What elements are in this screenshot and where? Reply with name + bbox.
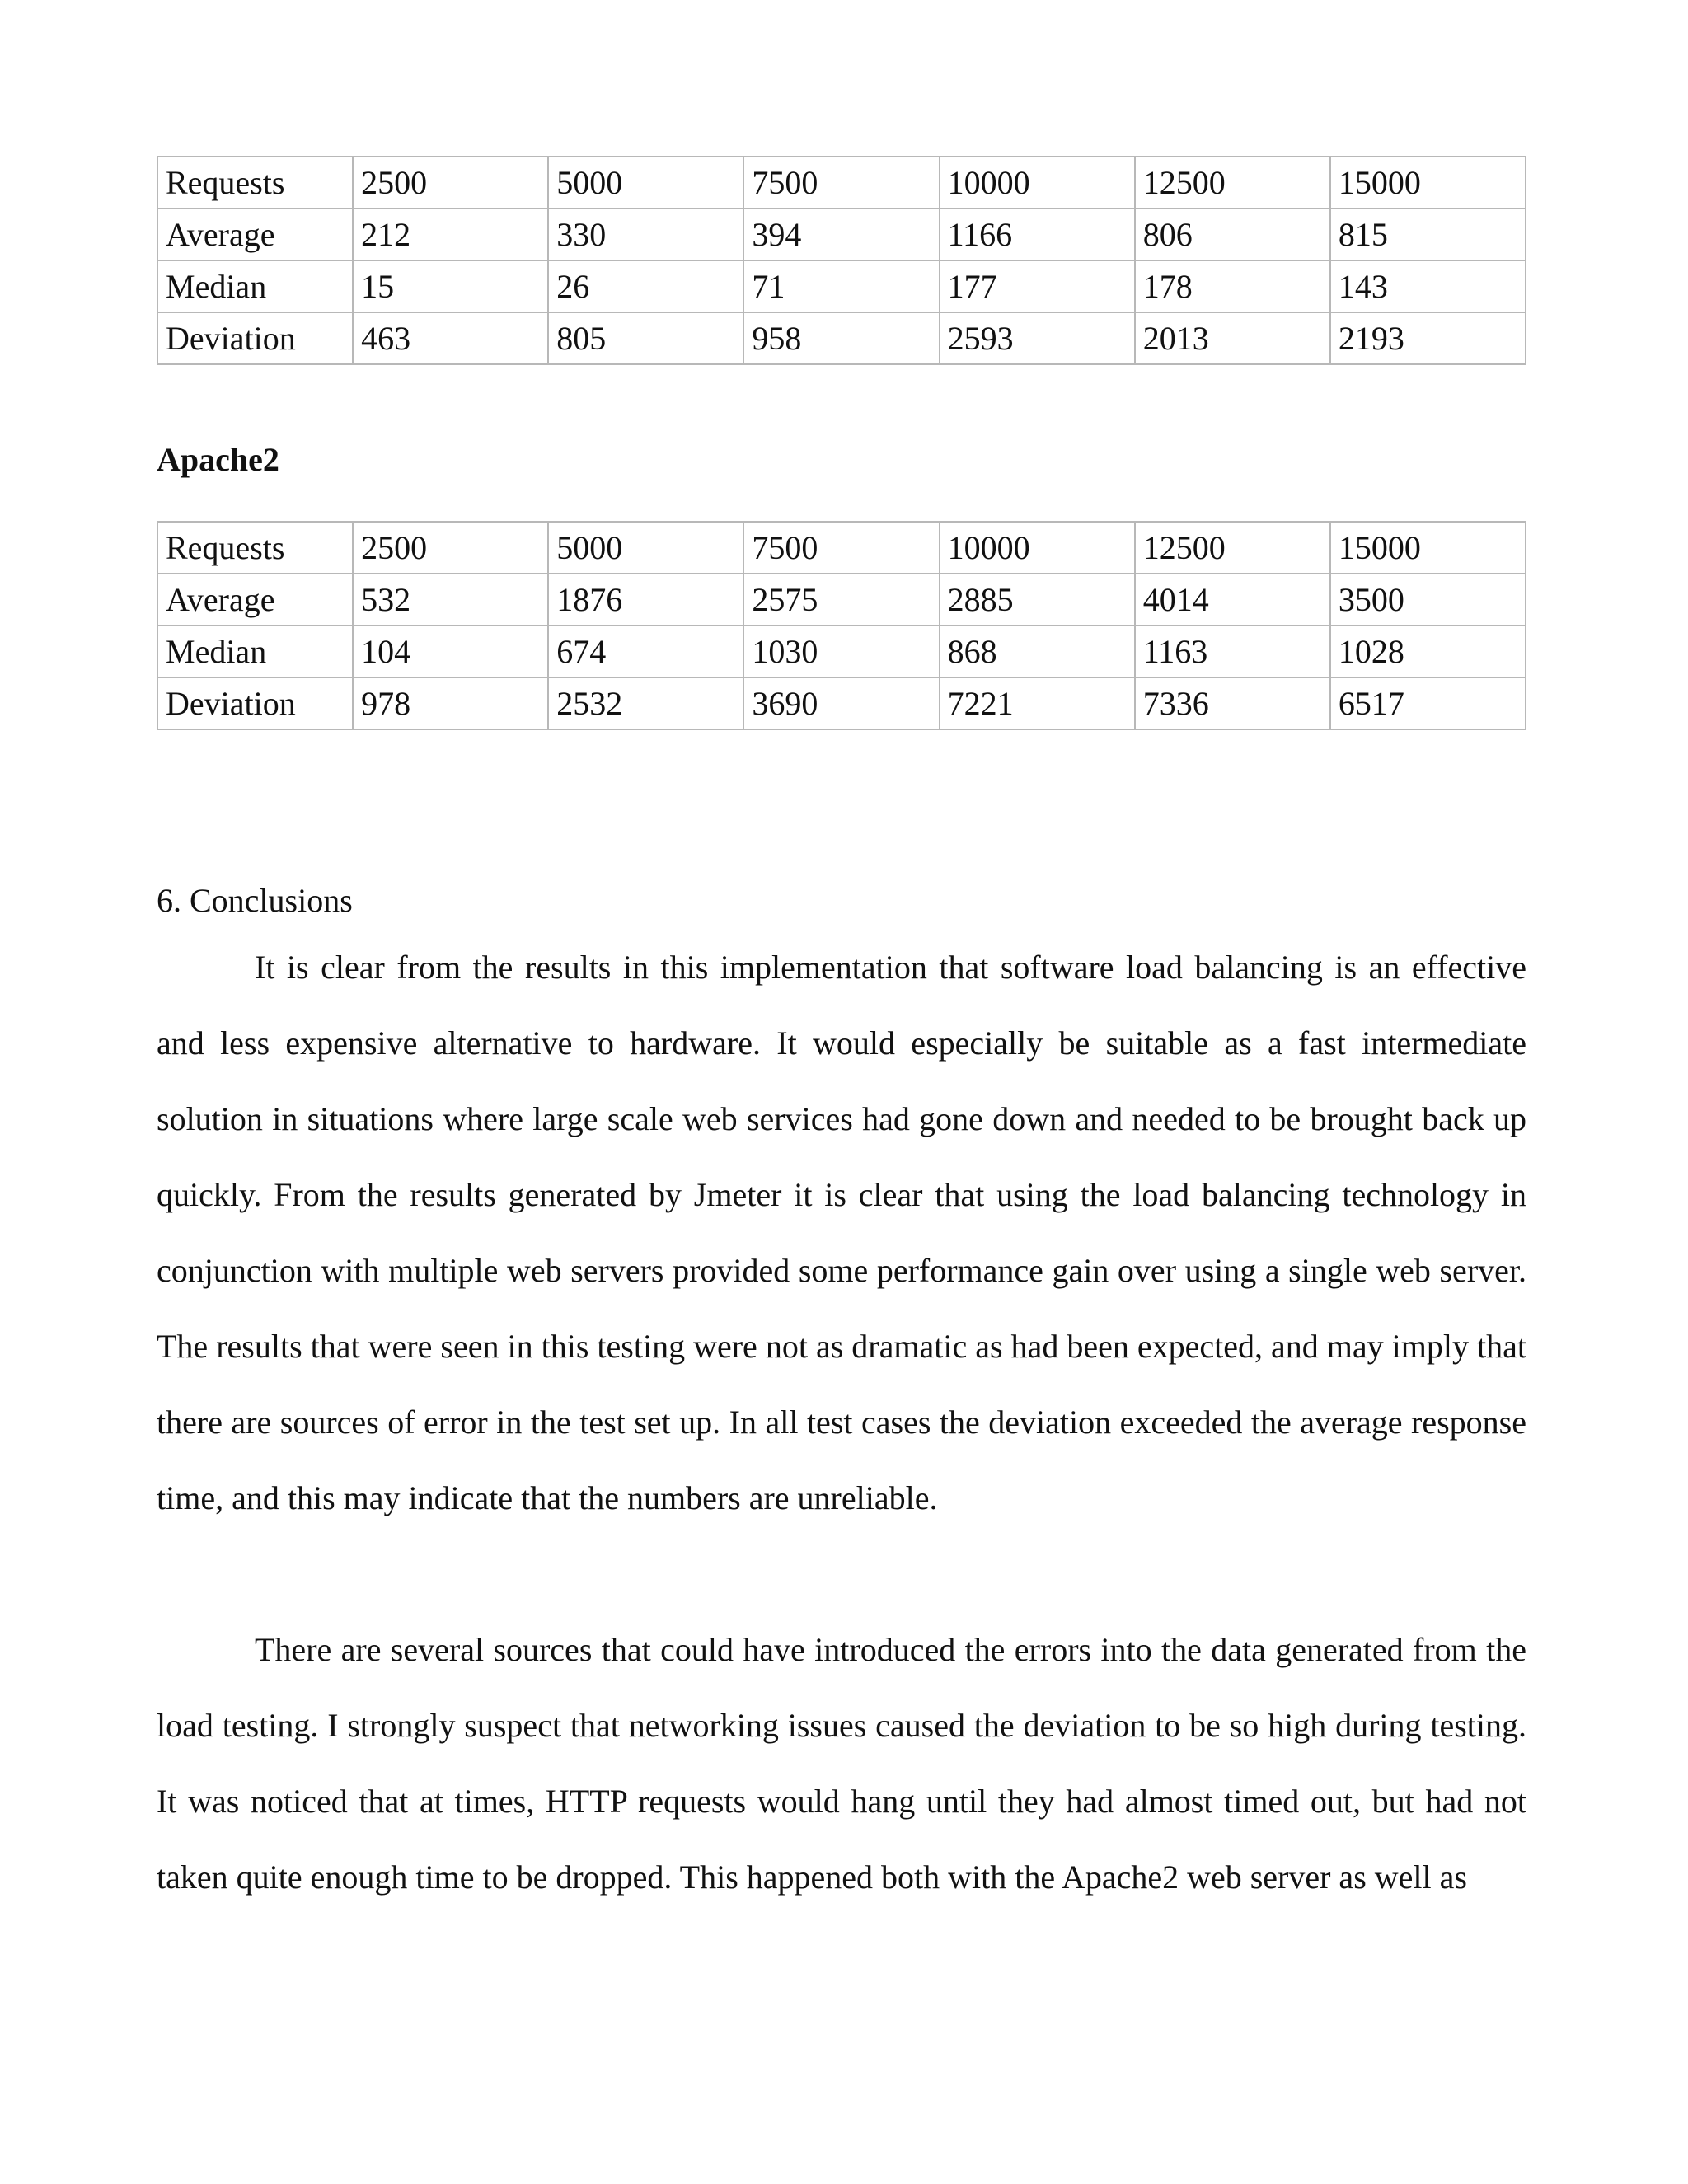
table-cell: 1030 (743, 626, 939, 677)
table-cell: 806 (1135, 209, 1330, 260)
table-cell: 7500 (743, 522, 939, 574)
table-cell: 2575 (743, 574, 939, 626)
table-cell: 1876 (548, 574, 743, 626)
table-cell: 868 (940, 626, 1135, 677)
table-cell: 104 (353, 626, 548, 677)
table-cell: 12500 (1135, 157, 1330, 209)
table-cell: 2500 (353, 522, 548, 574)
table-cell: 463 (353, 312, 548, 364)
table-cell: 1028 (1330, 626, 1526, 677)
table-cell: 815 (1330, 209, 1526, 260)
error-sources-paragraph: There are several sources that could have introduced the errors into the data generated from the load testing. I strongly suspect that networking issues caused the deviation to be so high during testing. It was noticed that at times, HTTP requests would hang until they had almost timed out, but had not taken quite enough time to be dropped. This happened both with the Apache2 web server as well as (157, 1631, 1526, 1896)
table-cell: 958 (743, 312, 939, 364)
table-cell: 4014 (1135, 574, 1330, 626)
table-cell: 674 (548, 626, 743, 677)
table-row (157, 626, 1526, 677)
table-cell: 3500 (1330, 574, 1526, 626)
results-table-load-balanced (157, 156, 1526, 365)
table-cell: 26 (548, 260, 743, 312)
table-cell: 978 (353, 677, 548, 729)
table-cell: 2193 (1330, 312, 1526, 364)
table-cell: 178 (1135, 260, 1330, 312)
table-cell: 1166 (940, 209, 1135, 260)
table-cell: 394 (743, 209, 939, 260)
table-cell: 143 (1330, 260, 1526, 312)
table-row (157, 574, 1526, 626)
table-row (157, 157, 1526, 209)
table-cell: 177 (940, 260, 1135, 312)
table-row (157, 260, 1526, 312)
table-cell: Deviation (157, 677, 353, 729)
table-cell: 6517 (1330, 677, 1526, 729)
table-cell: 7336 (1135, 677, 1330, 729)
table-cell: 71 (743, 260, 939, 312)
table-cell: 12500 (1135, 522, 1330, 574)
conclusions-heading: 6. Conclusions (157, 882, 353, 919)
table-cell: 15000 (1330, 157, 1526, 209)
table-cell: 330 (548, 209, 743, 260)
table-cell: 10000 (940, 522, 1135, 574)
table-cell: Average (157, 574, 353, 626)
table-cell: 15 (353, 260, 548, 312)
table-cell: Requests (157, 157, 353, 209)
table-cell: 3690 (743, 677, 939, 729)
table-cell: 2013 (1135, 312, 1330, 364)
table-cell: Median (157, 260, 353, 312)
table-cell: Median (157, 626, 353, 677)
table-cell: 2593 (940, 312, 1135, 364)
results-table-apache2 (157, 521, 1526, 730)
table-cell: 15000 (1330, 522, 1526, 574)
table-cell: 5000 (548, 157, 743, 209)
table-cell: 10000 (940, 157, 1135, 209)
table-cell: 7221 (940, 677, 1135, 729)
table-cell: 532 (353, 574, 548, 626)
apache2-heading: Apache2 (157, 441, 279, 478)
conclusions-paragraph: It is clear from the results in this implementation that software load balancing is an effective and less expensive alternative to hardware. It would especially be suitable as a fast intermediate solution in situations where large scale web services had gone down and needed to be brought back up quickly. From the results generated by Jmeter it is clear that using the load balancing technology in conjunction with multiple web servers provided some performance gain over using a single web server. The results that were seen in this testing were not as dramatic as had been expected, and may imply that there are sources of error in the test set up. In all test cases the deviation exceeded the average response time, and this may indicate that the numbers are unreliable. (157, 949, 1526, 1516)
table-row (157, 312, 1526, 364)
table-cell: 805 (548, 312, 743, 364)
table-cell: 5000 (548, 522, 743, 574)
table-row (157, 677, 1526, 729)
table-cell: 2532 (548, 677, 743, 729)
table-cell: Average (157, 209, 353, 260)
table-cell: 7500 (743, 157, 939, 209)
table-cell: 2500 (353, 157, 548, 209)
table-cell: 212 (353, 209, 548, 260)
table-cell: 2885 (940, 574, 1135, 626)
table-row (157, 209, 1526, 260)
table-cell: Deviation (157, 312, 353, 364)
table-cell: 1163 (1135, 626, 1330, 677)
table-cell: Requests (157, 522, 353, 574)
table-row (157, 522, 1526, 574)
